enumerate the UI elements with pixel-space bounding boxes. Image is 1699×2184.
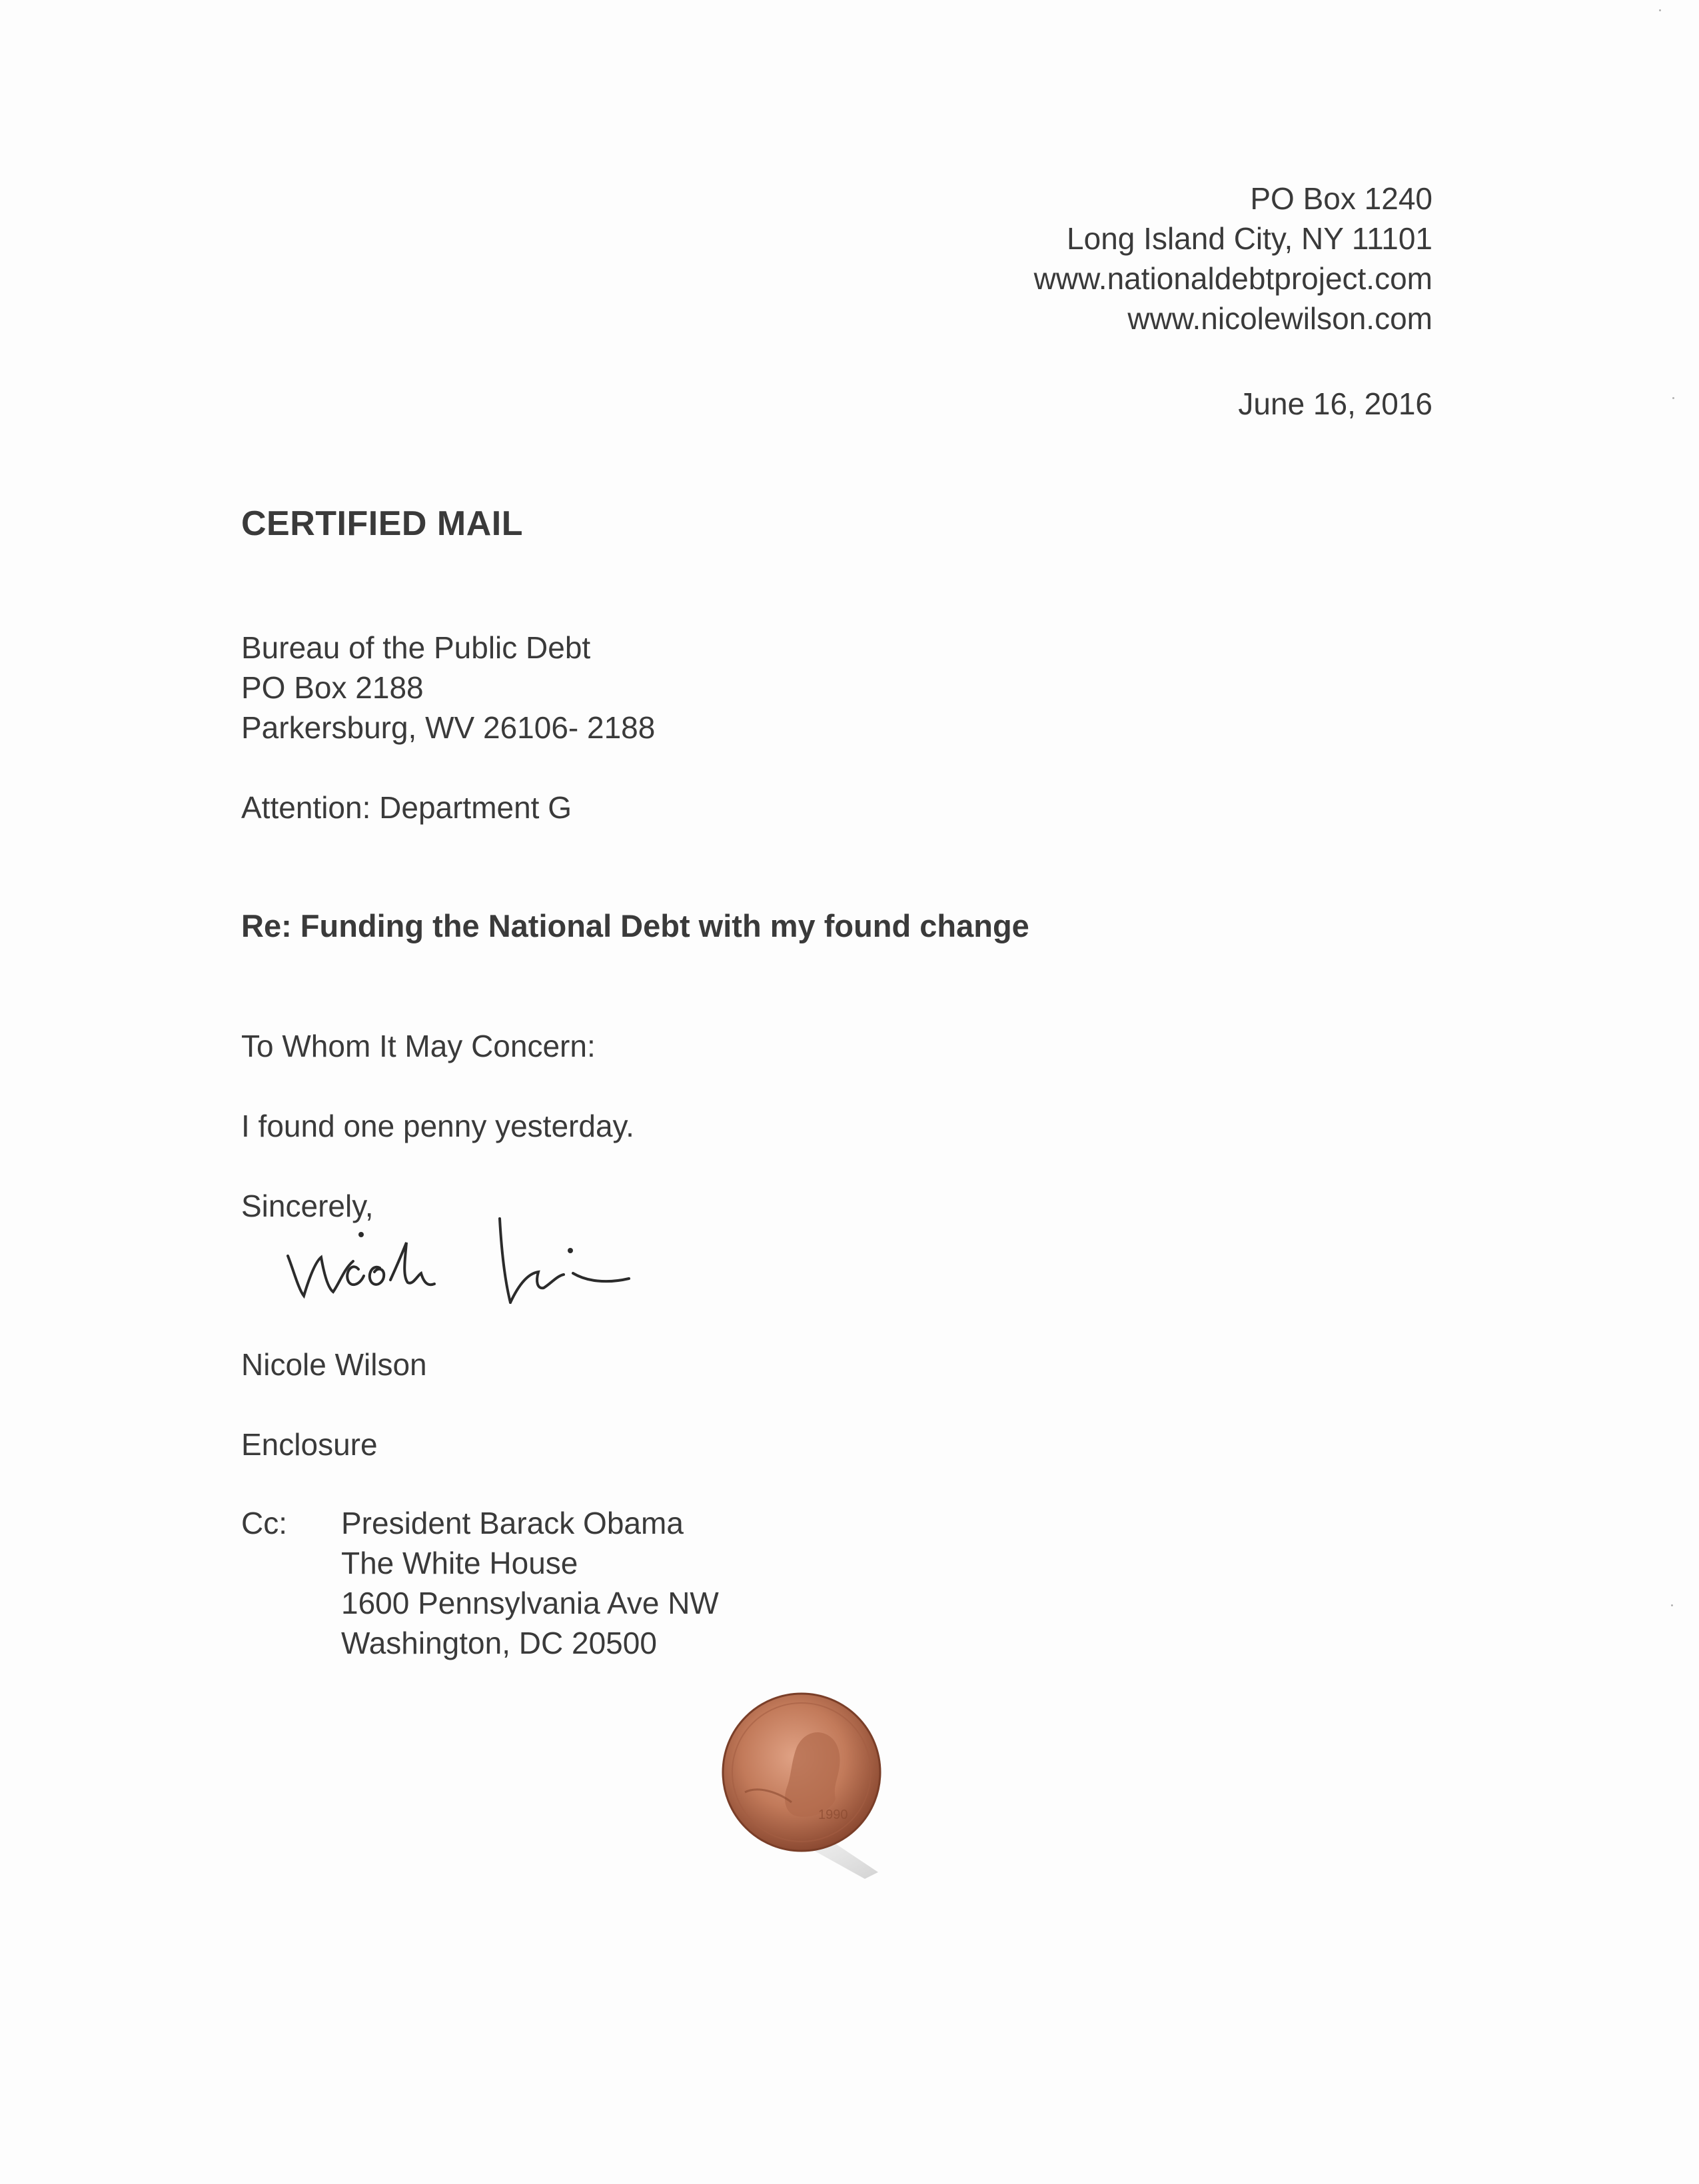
certified-mail-heading: CERTIFIED MAIL [241,504,523,543]
scan-speck [1659,9,1661,11]
sender-city: Long Island City, NY 11101 [1067,221,1432,256]
scan-speck [1671,1604,1673,1606]
scan-speck [1672,397,1674,399]
svg-text:1990: 1990 [818,1808,848,1822]
closing: Sincerely, [241,1189,374,1223]
cc-organization: The White House [341,1546,578,1580]
sender-po-box: PO Box 1240 [1250,181,1432,216]
cc-label: Cc: [241,1506,287,1540]
salutation: To Whom It May Concern: [241,1029,596,1063]
letter-date: June 16, 2016 [1238,386,1432,421]
sender-website-project: www.nationaldebtproject.com [1033,261,1432,296]
cc-city: Washington, DC 20500 [341,1626,657,1660]
signer-name: Nicole Wilson [241,1347,427,1382]
cc-street: 1600 Pennsylvania Ave NW [341,1586,719,1620]
sender-website-personal: www.nicolewilson.com [1127,301,1432,336]
penny-coin-icon [718,1686,885,1886]
subject-line: Re: Funding the National Debt with my found change [241,908,1029,943]
recipient-city: Parkersburg, WV 26106- 2188 [241,710,656,745]
enclosure-note: Enclosure [241,1427,378,1462]
sender-address [1034,179,1432,338]
signature-icon [280,1209,640,1316]
letter-body: I found one penny yesterday. [241,1109,634,1143]
attention-line: Attention: Department G [241,790,572,825]
cc-recipient [341,1503,719,1663]
recipient-po-box: PO Box 2188 [241,670,424,705]
recipient-name: Bureau of the Public Debt [241,630,591,665]
cc-name: President Barack Obama [341,1506,684,1540]
recipient-address [241,628,655,748]
